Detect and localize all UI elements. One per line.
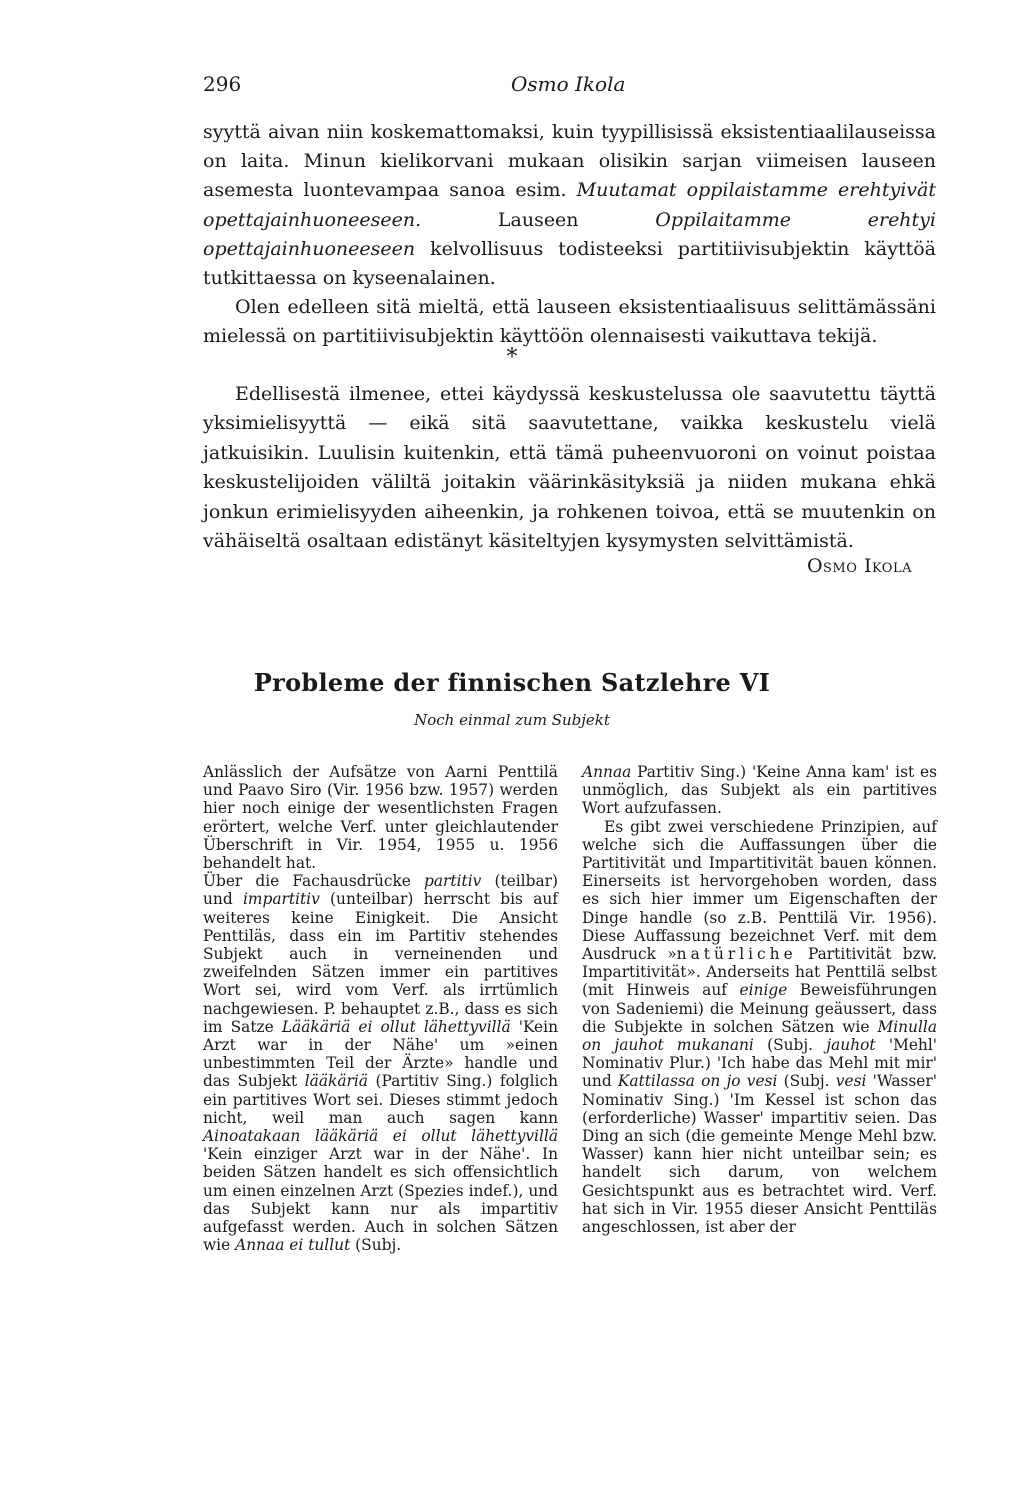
section-separator: * — [506, 345, 518, 370]
page-number: 296 — [203, 72, 242, 96]
running-title: Osmo Ikola — [511, 72, 626, 96]
summary-paragraph: Anlässlich der Aufsätze von Aarni Penttilä und Paavo Siro (Vir. 1956 bzw. 1957) werden hier noch einige der wesentlichsten Fragen erörtert, welche Verf. unter gleichlautender Überschrift in Vir. 1954, 1955 u. 1956 behandelt hat. — [203, 763, 558, 873]
running-head — [203, 72, 933, 102]
summary-paragraph: Über die Fachausdrücke partitiv (teilbar) und impartitiv (unteilbar) herrscht bis auf weiteres keine Einigkeit. Die Ansicht Penttiläs, dass ein im Partitiv stehendes Subjekt auch in verneinenden und zweifelnden Sätzen immer ein partitives Wort sei, wird vom Verf. als irrtümlich nachgewiesen. P. behauptet z.B., dass es sich im Satze Lääkäriä ei ollut lähettyvillä 'Kein Arzt war in der Nähe' um »einen unbestimmten Teil der Ärzte» handle und das Subjekt lääkäriä (Partitiv Sing.) folglich ein partitives Wort sei. Dieses stimmt jedoch nicht, weil man auch sagen kann Ainoatakaan lääkäriä ei ollut lähettyvillä 'Kein einziger Arzt war in der Nähe'. In beiden Sätzen handelt es sich offensichtlich um einen einzelnen Arzt (Spezies indef.), und das Subjekt kann nur als impartitiv aufgefasst werden. Auch in solchen Sätzen wie Annaa ei tullut (Subj. — [203, 872, 558, 1255]
finnish-paragraph-1: syyttä aivan niin koskemattomaksi, kuin tyypillisissä eksistentiaalilauseissa on laita. Minun kielikorvani mukaan olisikin sarjan viimeisen lauseen asemesta luontevampaa sanoa esim. Muutamat oppilaistamme erehtyivät opettajainhuoneeseen. Lauseen Oppilaitamme erehtyi opettajainhuoneeseen kelvollisuus todisteeksi partitiivisubjektin käyttöä tutkittaessa on kyseenalainen. — [203, 121, 936, 290]
summary-column-left — [203, 763, 558, 1254]
article-title: Probleme der finnischen Satzlehre VI — [253, 668, 771, 697]
finnish-paragraph-3: Edellisestä ilmenee, ettei käydyssä keskustelussa ole saavutettu täyttä yksimielisyyttä — eikä sitä saavutettane, vaikka keskustelu vielä jatkuisikin. Luulisin kuitenkin, että tämä puheenvuoroni on voinut poistaa keskustelijoiden väliltä joitakin väärinkäsityksiä ja niiden mukana ehkä jonkun erimielisyyden aiheenkin, ja rohkenen toivoa, että se muutenkin on vähäiseltä osaltaan edistänyt käsiteltyjen kysymysten selvittämistä. — [203, 383, 936, 553]
finnish-closing — [203, 380, 936, 556]
example-sentence: Oppilaitamme erehtyi opettajainhuoneeseen — [203, 208, 936, 260]
summary-paragraph: Annaa Partitiv Sing.) 'Keine Anna kam' ist es unmöglich, das Subjekt als ein partitives Wort aufzufassen. — [582, 763, 937, 818]
article-subtitle: Noch einmal zum Subjekt — [414, 711, 610, 729]
finnish-paragraph-2: Olen edelleen sitä mieltä, että lauseen eksistentiaalisuus selittämässäni mielessä on partitiivisubjektin käyttöön olennaisesti vaikuttava tekijä. — [203, 296, 936, 348]
author-signature: Osmo Ikola — [806, 555, 912, 577]
example-sentence: Muutamat oppilaistamme erehtyivät opettajainhuoneeseen. — [203, 179, 936, 231]
summary-paragraph: Es gibt zwei verschiedene Prinzipien, auf welche sich die Auffassungen über die Partitivität und Impartitivität bauen können. Einerseits ist hervorgehoben worden, dass es sich hier immer um Eigenschaften der Dinge handle (so z.B. Penttilä Vir. 1956). Diese Auffassung bezeichnet Verf. mit dem Ausdruck »natürliche Partitivität bzw. Impartitivität». Anderseits hat Penttilä selbst (mit Hinweis auf einige Beweisführungen von Sadeniemi) die Meinung geäussert, dass die Subjekte in solchen Sätzen wie Minulla on jauhot mukanani (Subj. jauhot 'Mehl' Nominativ Plur.) 'Ich habe das Mehl mit mir' und Kattilassa on jo vesi (Subj. vesi 'Wasser' Nominativ Sing.) 'Im Kessel ist schon das (erforderliche) Wasser' impartitiv seien. Das Ding an sich (die gemeinte Menge Mehl bzw. Wasser) kann hier nicht unteilbar sein; es handelt sich darum, von welchem Gesichtspunkt aus es betrachtet wird. Verf. hat sich in Vir. 1955 dieser Ansicht Penttiläs angeschlossen, ist aber der — [582, 817, 937, 1237]
summary-column-right — [582, 763, 937, 1236]
finnish-discussion — [203, 118, 936, 352]
